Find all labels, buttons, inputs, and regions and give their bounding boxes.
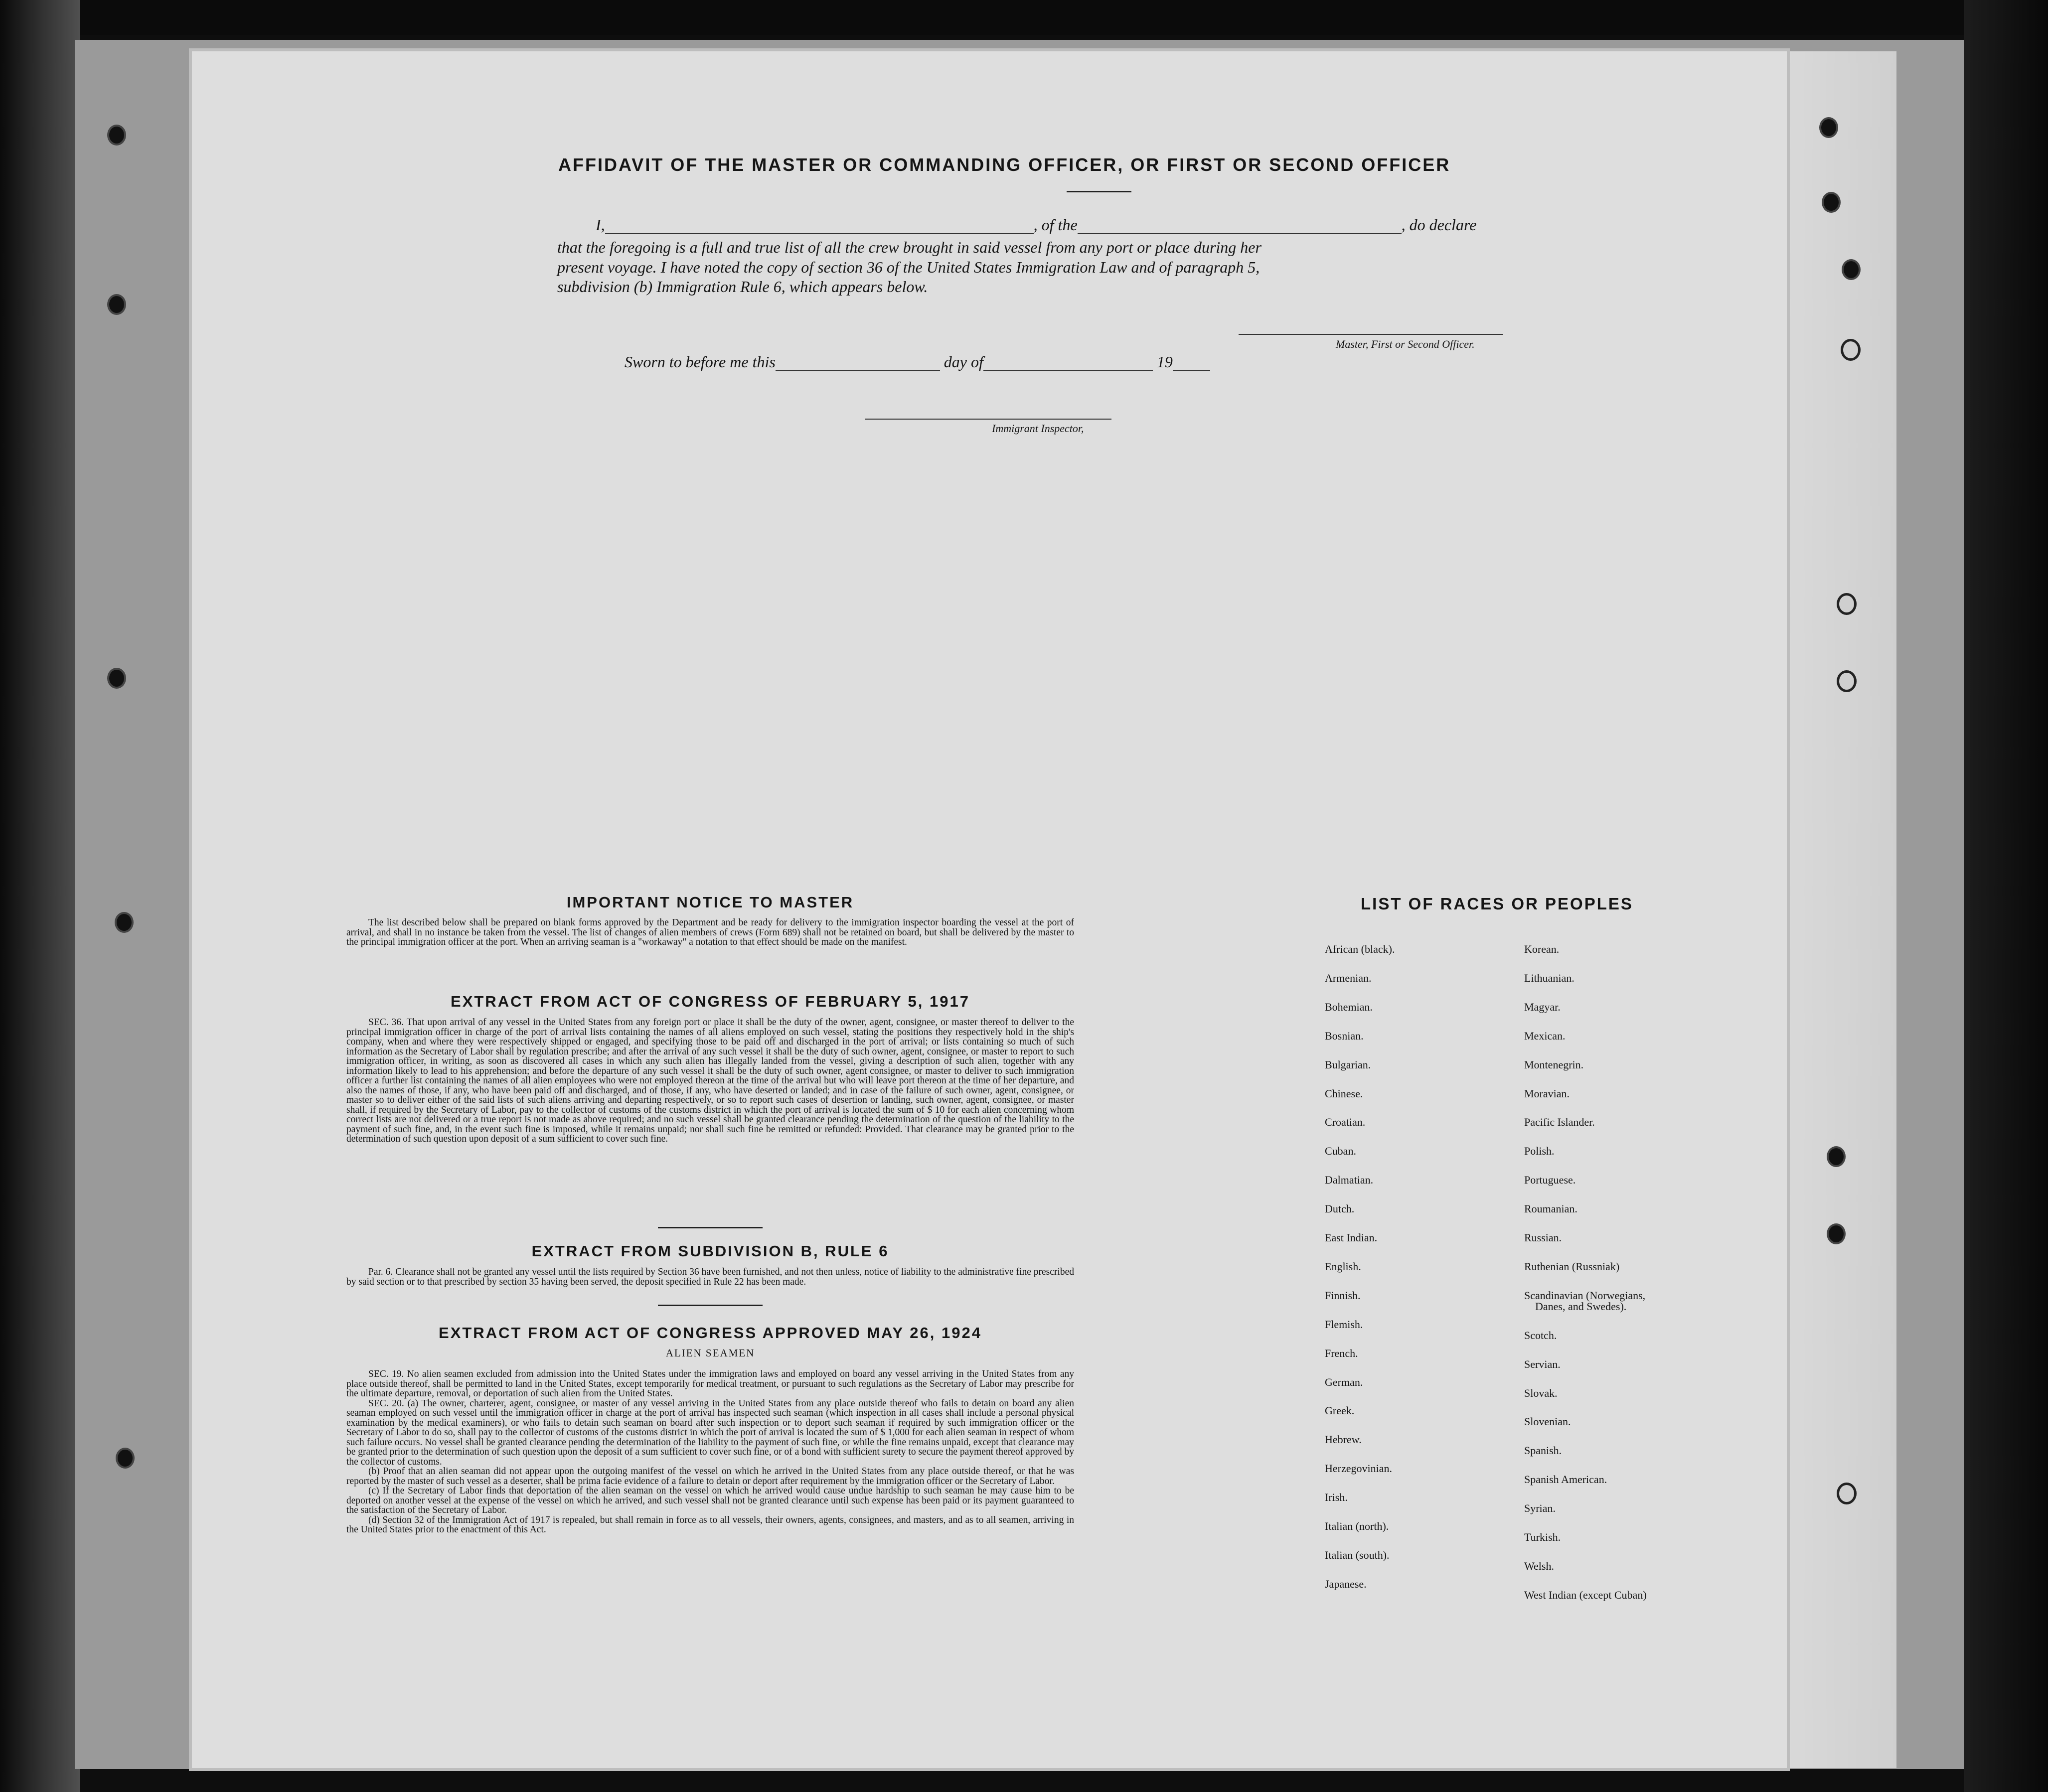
binder-hole xyxy=(116,1448,135,1469)
race-item: Bohemian. xyxy=(1325,1000,1373,1013)
race-item: Armenian. xyxy=(1325,971,1372,984)
alien-seamen-subtitle: ALIEN SEAMEN xyxy=(665,1347,755,1359)
binder-hole xyxy=(107,294,126,315)
race-item: Italian (south). xyxy=(1325,1548,1390,1561)
sworn-year: 19 xyxy=(1156,353,1173,371)
race-item: Bulgarian. xyxy=(1325,1058,1371,1071)
sworn-day-of: day of xyxy=(944,353,983,371)
race-item: Korean. xyxy=(1524,943,1560,955)
binder-hole xyxy=(115,912,134,933)
binder-hole xyxy=(1837,593,1857,615)
binder-hole xyxy=(1822,192,1841,213)
race-item: Portuguese. xyxy=(1524,1174,1576,1187)
race-item: Japanese. xyxy=(1325,1577,1367,1590)
name-blank[interactable] xyxy=(605,233,1034,234)
extract-1924-title: EXTRACT FROM ACT OF CONGRESS APPROVED MAY 26, 1924 xyxy=(439,1324,982,1342)
sec-19-paragraph: SEC. 19. No alien seamen excluded from admission into the United States under the immigration laws and employed on board any vessel arriving in the United States from any place outside thereof, shall be permitted to land in the United States, except temporarily for medical treatment, or pursuant to such regulations as the Secretary of Labor may prescribe for the ultimate departure, removal, or deportation of such alien from the United States. xyxy=(346,1369,1074,1399)
affidavit-title: AFFIDAVIT OF THE MASTER OR COMMANDING OFFICER, OR FIRST OR SECOND OFFICER xyxy=(558,154,1451,175)
master-caption: Master, First or Second Officer. xyxy=(1336,338,1475,350)
rule6-paragraph: Par. 6. Clearance shall not be granted any vessel until the lists required by Section 36 have been furnished, and not then unless, notice of liability to the administrative fine prescribed by said section or to that prescribed by section 35 having been served, the deposit specified in Rule 22 has been made. xyxy=(346,1267,1074,1287)
race-item: Pacific Islander. xyxy=(1524,1116,1595,1129)
race-item: Dalmatian. xyxy=(1325,1174,1374,1187)
race-item: African (black). xyxy=(1325,943,1395,955)
race-item: Turkish. xyxy=(1524,1531,1561,1543)
race-item: Slovenian. xyxy=(1524,1415,1571,1428)
extract-1924-text xyxy=(346,1369,1074,1535)
race-item: Dutch. xyxy=(1325,1202,1355,1215)
race-continuation: Danes, and Swedes). xyxy=(1535,1300,1627,1313)
race-item: Welsh. xyxy=(1524,1559,1554,1572)
section-divider xyxy=(658,1227,763,1228)
race-item: Magyar. xyxy=(1524,1000,1561,1013)
notice-title: IMPORTANT NOTICE TO MASTER xyxy=(566,894,854,911)
binder-hole xyxy=(1819,117,1838,138)
race-item: French. xyxy=(1325,1346,1358,1359)
race-item: English. xyxy=(1325,1260,1361,1273)
race-item: Herzegovinian. xyxy=(1325,1462,1392,1475)
vessel-blank[interactable] xyxy=(1078,233,1402,234)
sheet-edge xyxy=(1787,51,1896,1768)
race-item: West Indian (except Cuban) xyxy=(1524,1588,1647,1601)
race-item: Scotch. xyxy=(1524,1329,1557,1342)
race-item: Spanish American. xyxy=(1524,1473,1607,1486)
extract-rule6-title: EXTRACT FROM SUBDIVISION B, RULE 6 xyxy=(531,1242,889,1260)
race-item: Polish. xyxy=(1524,1145,1555,1158)
race-item: Scandinavian (Norwegians, xyxy=(1524,1289,1646,1302)
race-item: Chinese. xyxy=(1325,1087,1363,1100)
scan-border-left xyxy=(0,0,80,1792)
sec-20d-paragraph: (d) Section 32 of the Immigration Act of 1917 is repealed, but shall remain in force as to all vessels, their owners, agents, consignees, and masters, and as to all seamen, arriving in the United States prior to the enactment of this Act. xyxy=(346,1514,1074,1535)
affidavit-line-2: that the foregoing is a full and true list of all the crew brought in said vessel from any port or place during her xyxy=(557,238,1261,256)
race-item: Russian. xyxy=(1524,1231,1562,1244)
affidavit-i: I, xyxy=(596,216,605,234)
title-rule xyxy=(1067,191,1131,192)
race-item: Syrian. xyxy=(1524,1502,1556,1515)
sec-20b-paragraph: (b) Proof that an alien seaman did not appear upon the outgoing manifest of the vessel on which he arrived in the United States from any place outside thereof, or that he was reported by the master of such vessel as a deserter, shall be prima facie evidence of a failure to detain or deport after requirement by the immigration officer or the Secretary of Labor. xyxy=(346,1466,1074,1487)
affidavit-line-4: subdivision (b) Immigration Rule 6, which appears below. xyxy=(557,278,928,296)
race-item: Irish. xyxy=(1325,1491,1348,1504)
race-item: Moravian. xyxy=(1524,1087,1570,1100)
binder-hole xyxy=(1841,339,1861,361)
races-title: LIST OF RACES OR PEOPLES xyxy=(1361,895,1633,913)
scan-border-right xyxy=(1964,0,2048,1792)
race-item: Lithuanian. xyxy=(1524,971,1575,984)
race-item: Roumanian. xyxy=(1524,1202,1577,1215)
sec-20c-paragraph: (c) If the Secretary of Labor finds that deportation of the alien seaman on the vessel on which he arrived would cause undue hardship to such seaman he may cause him to be deported on another vessel at the expense of the vessel on which he arrived, and such vessel shall not be granted clearance until such expense has been paid or its payment guaranteed to the satisfaction of the Secretary of Labor. xyxy=(346,1486,1074,1515)
sworn-year-blank[interactable] xyxy=(1173,370,1210,371)
binder-hole xyxy=(107,668,126,689)
race-item: East Indian. xyxy=(1325,1231,1378,1244)
affidavit-of-the: , of the xyxy=(1033,216,1078,234)
race-item: German. xyxy=(1325,1375,1363,1388)
sworn-prefix: Sworn to before me this xyxy=(625,353,776,371)
affidavit-line-1 xyxy=(596,216,1476,234)
race-item: Mexican. xyxy=(1524,1029,1566,1042)
binder-hole xyxy=(1842,259,1861,280)
race-item: Servian. xyxy=(1524,1357,1561,1370)
scan-border-top xyxy=(0,0,2048,35)
sec-20a-paragraph: SEC. 20. (a) The owner, charterer, agent, consignee, or master of any vessel arriving in the United States from any place outside thereof who fails to detain on board any alien seaman employed on such vessel until the immigration officer in charge at the port of arrival has inspected such seaman (which inspection in all cases shall include a personal physical examination by the medical examiners), or who fails to detain such seaman on board after such inspection or to deport such seaman if required by such immigration officer or the Secretary of Labor to do so, shall pay to the collector of customs of the customs district in which the port of arrival is located the sum of $ 1,000 for each alien seaman in respect of whom such failure occurs. No vessel shall be granted clearance pending the determination of the liability to the payment of such fine, or while the fine remains unpaid, except that clearance may be granted prior to the determination of such question upon the deposit of a sum sufficient to cover such fine, or of a bond with sufficient surety to secure the payment thereof approved by the collector of customs. xyxy=(346,1398,1074,1467)
race-item: Ruthenian (Russniak) xyxy=(1524,1260,1620,1273)
race-item: Montenegrin. xyxy=(1524,1058,1584,1071)
inspector-signature-line[interactable] xyxy=(865,419,1111,420)
binder-hole xyxy=(107,125,126,146)
master-signature-line[interactable] xyxy=(1239,334,1503,335)
race-item: Slovak. xyxy=(1524,1386,1558,1399)
race-item: Bosnian. xyxy=(1325,1029,1364,1042)
race-item: Cuban. xyxy=(1325,1145,1356,1158)
sworn-month-blank[interactable] xyxy=(983,370,1153,371)
binder-hole xyxy=(1837,1483,1857,1504)
notice-text xyxy=(346,918,1074,947)
notice-paragraph: The list described below shall be prepared on blank forms approved by the Department and be ready for delivery to the immigration inspector boarding the vessel at the port of arrival, and shall in no instance be taken from the vessel. The list of changes of alien members of crews (Form 689) shall not be retained on board, but shall be delivered by the master to the principal immigration officer at the port. When an arriving seaman is a "workaway" a notation to that effect should be made on the manifest. xyxy=(346,917,1074,947)
extract-1917-title: EXTRACT FROM ACT OF CONGRESS OF FEBRUARY 5, 1917 xyxy=(451,993,970,1010)
race-item: Finnish. xyxy=(1325,1289,1361,1302)
race-item: Spanish. xyxy=(1524,1444,1562,1457)
inspector-caption: Immigrant Inspector, xyxy=(992,422,1084,435)
section-36-paragraph: SEC. 36. That upon arrival of any vessel in the United States from any foreign port or place it shall be the duty of the owner, agent, consignee, or master thereof to deliver to the principal immigration officer in charge of the port of arrival lists containing the names of all aliens employed on such vessel, stating the positions they respectively hold in the ship's company, when and where they were respectively shipped or engaged, and specifying those to be paid off and discharged in the port of arrival; or lists containing so much of such information as the Secretary of Labor shall by regulation prescribe; and after the arrival of any such vessel it shall be the duty of such owner, agent, consignee, or master to report to such immigration officer, in writing, as soon as discovered all cases in which any such alien has illegally landed from the vessel, giving a description of such alien, together with any information likely to lead to his apprehension; and before the departure of any such vessel it shall be the duty of such owner, agent consignee, or master to deliver to such immigration officer a further list containing the names of all alien employees who were not employed thereon at the time of the arrival but who will leave port thereon at the time of her departure, and also the names of those, if any, who have been paid off and discharged, and of those, if any, who have deserted or landed; and in case of the failure of such owner, agent, consignee, or master so to deliver either of the said lists of such aliens arriving and departing respectively, or so to report such cases of desertion or landing, such owner, agent, consignee, or master shall, if required by the Secretary of Labor, pay to the collector of customs of the customs district in which the port of arrival is located the sum of $ 10 for each alien concerning whom correct lists are not delivered or a true report is not made as above required; and no such vessel shall be granted clearance pending the determination of the question of the liability to the payment of such fine, and, in the event such fine is imposed, while it remains unpaid; nor shall such fine be remitted or refunded: Provided. That clearance may be granted prior to the determination of such question upon deposit of a sum sufficient to cover such fine. xyxy=(346,1017,1074,1144)
race-item: Hebrew. xyxy=(1325,1433,1362,1446)
extract-rule6-text xyxy=(346,1267,1074,1287)
affidavit-declare: , do declare xyxy=(1401,216,1477,234)
sworn-day-blank[interactable] xyxy=(776,370,940,371)
race-item: Italian (north). xyxy=(1325,1520,1389,1532)
race-item: Greek. xyxy=(1325,1404,1355,1417)
binder-hole xyxy=(1837,670,1857,692)
race-item: Croatian. xyxy=(1325,1116,1366,1129)
binder-hole xyxy=(1827,1146,1846,1167)
binder-hole xyxy=(1827,1223,1846,1244)
affidavit-line-3: present voyage. I have noted the copy of section 36 of the United States Immigration Law and of paragraph 5, xyxy=(557,258,1260,276)
extract-1917-text xyxy=(346,1018,1074,1144)
race-item: Flemish. xyxy=(1325,1318,1363,1331)
section-divider xyxy=(658,1305,763,1306)
sworn-line xyxy=(625,353,1210,371)
